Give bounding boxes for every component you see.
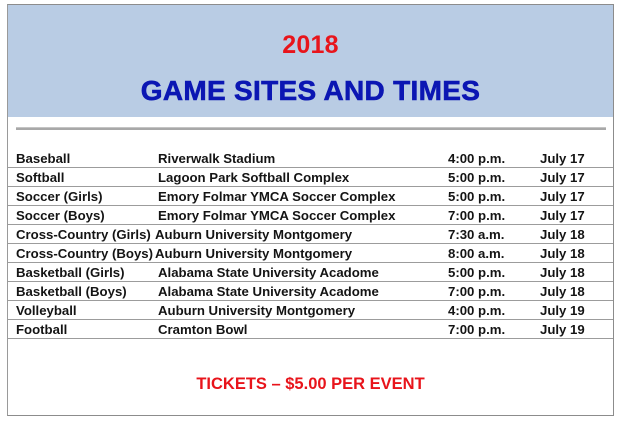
time-cell: 4:00 p.m. xyxy=(448,151,506,166)
ticket-price-note: TICKETS – $5.00 PER EVENT xyxy=(196,375,425,393)
time-cell: 7:00 p.m. xyxy=(448,322,506,337)
time-cell: 8:00 a.m. xyxy=(448,246,505,261)
sport-cell: Softball xyxy=(16,170,65,185)
sport-cell: Basketball (Girls) xyxy=(16,265,125,280)
sport-cell: Cross-Country (Girls) xyxy=(16,227,151,242)
site-cell: Alabama State University Acadome xyxy=(158,265,379,280)
schedule-table xyxy=(8,149,613,339)
year-heading: 2018 xyxy=(282,31,339,59)
date-cell: July 19 xyxy=(540,303,585,318)
table-row xyxy=(8,168,613,187)
date-cell: July 18 xyxy=(540,265,585,280)
site-cell: Emory Folmar YMCA Soccer Complex xyxy=(158,208,396,223)
time-cell: 7:00 p.m. xyxy=(448,284,506,299)
table-row xyxy=(8,301,613,320)
date-cell: July 18 xyxy=(540,227,585,242)
site-cell: Auburn University Montgomery xyxy=(158,303,356,318)
time-cell: 7:00 p.m. xyxy=(448,208,506,223)
date-cell: July 19 xyxy=(540,322,585,337)
sport-cell: Soccer (Girls) xyxy=(16,189,103,204)
site-cell: Auburn University Montgomery xyxy=(155,227,353,242)
site-cell: Cramton Bowl xyxy=(158,322,248,337)
header-divider xyxy=(16,127,606,130)
site-cell: Auburn University Montgomery xyxy=(155,246,353,261)
table-row xyxy=(8,187,613,206)
time-cell: 4:00 p.m. xyxy=(448,303,506,318)
table-row xyxy=(8,206,613,225)
time-cell: 5:00 p.m. xyxy=(448,265,506,280)
sport-cell: Football xyxy=(16,322,68,337)
table-row xyxy=(8,320,613,339)
page-title: GAME SITES AND TIMES xyxy=(140,75,481,106)
date-cell: July 17 xyxy=(540,189,585,204)
table-row xyxy=(8,149,613,168)
site-cell: Lagoon Park Softball Complex xyxy=(158,170,350,185)
date-cell: July 17 xyxy=(540,170,585,185)
schedule-flyer xyxy=(7,4,614,416)
time-cell: 7:30 a.m. xyxy=(448,227,505,242)
table-row xyxy=(8,263,613,282)
sport-cell: Volleyball xyxy=(16,303,77,318)
date-cell: July 18 xyxy=(540,284,585,299)
header-band xyxy=(8,5,613,117)
table-row xyxy=(8,282,613,301)
date-cell: July 17 xyxy=(540,151,585,166)
table-row xyxy=(8,225,613,244)
date-cell: July 18 xyxy=(540,246,585,261)
sport-cell: Soccer (Boys) xyxy=(16,208,105,223)
site-cell: Emory Folmar YMCA Soccer Complex xyxy=(158,189,396,204)
site-cell: Alabama State University Acadome xyxy=(158,284,379,299)
table-row xyxy=(8,244,613,263)
site-cell: Riverwalk Stadium xyxy=(158,151,276,166)
sport-cell: Cross-Country (Boys) xyxy=(16,246,154,261)
date-cell: July 17 xyxy=(540,208,585,223)
sport-cell: Basketball (Boys) xyxy=(16,284,127,299)
time-cell: 5:00 p.m. xyxy=(448,170,506,185)
time-cell: 5:00 p.m. xyxy=(448,189,506,204)
sport-cell: Baseball xyxy=(16,151,71,166)
